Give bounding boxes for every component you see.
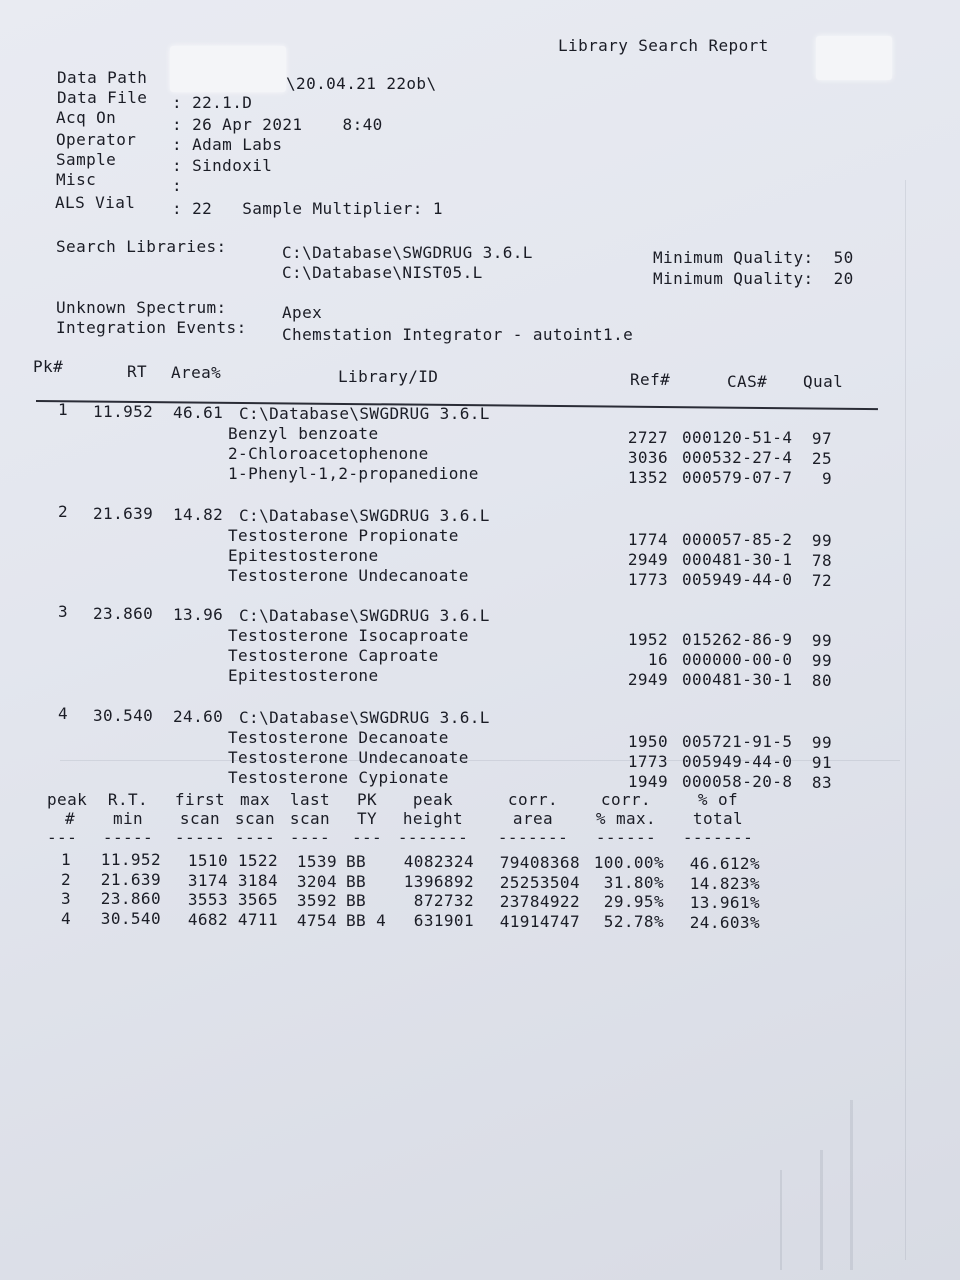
als-vial-label: ALS Vial xyxy=(55,193,136,212)
hit-qual: 25 xyxy=(811,449,832,468)
table-cell: 3184 xyxy=(237,871,278,890)
hit-qual: 99 xyxy=(811,733,832,752)
integration-events-label: Integration Events: xyxy=(56,318,247,337)
hit-qual: 99 xyxy=(811,531,832,550)
table-separator: ---- xyxy=(234,828,276,847)
table-row-peak: 1 xyxy=(61,850,72,869)
hit-ref: 16 xyxy=(647,650,668,669)
data-path-label: Data Path xyxy=(57,68,148,87)
hit-cas: 005721-91-5 xyxy=(682,732,793,751)
table-cell: 25253504 xyxy=(499,873,580,892)
table-cell: 4754 xyxy=(296,911,337,930)
table-cell: 29.95% xyxy=(603,892,664,911)
table-cell: BB xyxy=(346,891,367,910)
hit-name: 2-Chloroacetophenone xyxy=(228,444,429,463)
table-cell: 13.961% xyxy=(689,893,760,912)
peak-rt: 30.540 xyxy=(93,706,154,725)
table-header-cell: scan xyxy=(289,809,331,828)
table-cell: 3565 xyxy=(237,890,278,909)
hit-name: Testosterone Undecanoate xyxy=(228,566,469,585)
table-header-cell: max xyxy=(239,790,271,809)
hit-cas: 000481-30-1 xyxy=(682,550,793,569)
hit-ref: 1774 xyxy=(627,530,668,549)
hit-qual: 78 xyxy=(811,551,832,570)
hit-qual: 99 xyxy=(811,631,832,650)
peak-rt: 23.860 xyxy=(93,604,154,623)
hit-cas: 000481-30-1 xyxy=(682,670,793,689)
hit-name: Testosterone Isocaproate xyxy=(228,626,469,645)
misc-value: : xyxy=(172,176,183,195)
table-separator: --- xyxy=(47,828,78,847)
table-header-cell: TY xyxy=(356,809,378,828)
col-ref: Ref# xyxy=(630,370,671,389)
hit-cas: 000057-85-2 xyxy=(682,530,793,549)
sample-label: Sample xyxy=(56,150,117,169)
acq-on-value: : 26 Apr 2021 8:40 xyxy=(172,115,383,134)
hit-qual: 80 xyxy=(811,671,832,690)
table-separator: --- xyxy=(351,828,383,847)
hit-ref: 3036 xyxy=(627,448,668,467)
hit-name: Testosterone Caproate xyxy=(228,646,439,665)
table-cell: 31.80% xyxy=(603,873,664,892)
hit-cas: 005949-44-0 xyxy=(682,570,793,589)
library-path-2: C:\Database\NIST05.L xyxy=(282,263,483,282)
table-cell: 3174 xyxy=(187,871,228,890)
hit-name: Testosterone Decanoate xyxy=(228,728,449,747)
integration-events-value: Chemstation Integrator - autoint1.e xyxy=(282,325,634,344)
als-vial-value: : 22 Sample Multiplier: 1 xyxy=(172,199,443,218)
search-libraries-label: Search Libraries: xyxy=(56,237,227,256)
table-header-cell: peak xyxy=(412,790,454,809)
acq-on-label: Acq On xyxy=(56,108,117,127)
data-path-value: \20.04.21 22ob\ xyxy=(286,74,437,93)
peak-area: 46.61 xyxy=(173,403,224,422)
table-header-cell: PK xyxy=(356,790,378,809)
table-row-peak: 4 xyxy=(61,909,72,928)
table-cell: 100.00% xyxy=(593,853,664,872)
table-header-cell: last xyxy=(289,790,331,809)
hit-cas: 000120-51-4 xyxy=(682,428,793,447)
table-cell: 4711 xyxy=(237,910,278,929)
table-header-cell: height xyxy=(402,809,464,828)
table-cell: 4082324 xyxy=(403,852,474,871)
hit-ref: 1949 xyxy=(627,772,668,791)
table-header-cell: # xyxy=(64,809,76,828)
peak-library: C:\Database\SWGDRUG 3.6.L xyxy=(239,708,490,727)
table-cell: 1510 xyxy=(187,851,228,870)
table-cell: 23.860 xyxy=(100,889,161,908)
table-cell: 3553 xyxy=(187,890,228,909)
hit-qual: 99 xyxy=(811,651,832,670)
table-header-cell: scan xyxy=(234,809,276,828)
col-cas: CAS# xyxy=(727,372,768,391)
table-cell: BB 4 xyxy=(346,911,387,930)
table-separator: ----- xyxy=(102,828,154,847)
table-header-cell: total xyxy=(692,809,744,828)
hit-cas: 005949-44-0 xyxy=(682,752,793,771)
minimum-quality-1: Minimum Quality: 50 xyxy=(653,248,854,267)
unknown-spectrum-value: Apex xyxy=(282,303,323,322)
hit-name: Benzyl benzoate xyxy=(228,424,379,443)
hit-ref: 1352 xyxy=(627,468,668,487)
hit-name: Epitestosterone xyxy=(228,666,379,685)
report-title: Library Search Report xyxy=(558,36,769,55)
table-cell: 52.78% xyxy=(603,912,664,931)
minimum-quality-2: Minimum Quality: 20 xyxy=(653,269,854,288)
table-header-cell: peak xyxy=(47,790,88,809)
col-qual: Qual xyxy=(803,372,844,391)
data-file-value: : 22.1.D xyxy=(172,93,253,112)
table-separator: ------- xyxy=(682,828,754,847)
table-cell: 11.952 xyxy=(100,850,161,869)
hit-ref: 2949 xyxy=(627,670,668,689)
peak-rt: 21.639 xyxy=(93,504,154,523)
table-header-cell: area xyxy=(512,809,554,828)
table-header-cell: R.T. xyxy=(107,790,149,809)
table-header-cell: min xyxy=(112,809,144,828)
operator-value: : Adam Labs xyxy=(172,135,283,154)
table-separator: ------ xyxy=(595,828,657,847)
table-cell: 4682 xyxy=(187,910,228,929)
table-row-peak: 3 xyxy=(61,889,72,908)
peak-area: 13.96 xyxy=(173,605,224,624)
table-cell: 79408368 xyxy=(499,853,580,872)
hit-cas: 000532-27-4 xyxy=(682,448,793,467)
hit-name: Testosterone Cypionate xyxy=(228,768,449,787)
operator-label: Operator xyxy=(56,130,137,149)
hit-name: Testosterone Undecanoate xyxy=(228,748,469,767)
peak-library: C:\Database\SWGDRUG 3.6.L xyxy=(239,606,490,625)
table-cell: 1396892 xyxy=(403,872,474,891)
hit-qual: 91 xyxy=(811,753,832,772)
table-cell: 631901 xyxy=(413,911,474,930)
peak-library: C:\Database\SWGDRUG 3.6.L xyxy=(239,506,490,525)
redacted-path xyxy=(170,46,286,92)
table-cell: BB xyxy=(346,852,367,871)
hit-qual: 72 xyxy=(811,571,832,590)
hit-ref: 1773 xyxy=(627,570,668,589)
peak-area: 14.82 xyxy=(173,505,224,524)
peak-library: C:\Database\SWGDRUG 3.6.L xyxy=(239,404,490,423)
table-header-cell: % max. xyxy=(595,809,657,828)
hit-cas: 000058-20-8 xyxy=(682,772,793,791)
col-pk: Pk# xyxy=(33,357,64,376)
peak-number: 4 xyxy=(58,704,69,723)
col-rt: RT xyxy=(127,362,148,381)
table-cell: 21.639 xyxy=(100,870,161,889)
table-header-cell: scan xyxy=(179,809,221,828)
hit-qual: 83 xyxy=(811,773,832,792)
table-cell: 14.823% xyxy=(689,874,760,893)
sample-value: : Sindoxil xyxy=(172,156,273,175)
peak-number: 2 xyxy=(58,502,69,521)
table-separator: ---- xyxy=(289,828,331,847)
peak-number: 1 xyxy=(58,400,69,419)
table-cell: 872732 xyxy=(413,891,474,910)
hit-qual: 97 xyxy=(811,429,832,448)
hit-ref: 1773 xyxy=(627,752,668,771)
peak-rt: 11.952 xyxy=(93,402,154,421)
peak-area: 24.60 xyxy=(173,707,224,726)
peak-number: 3 xyxy=(58,602,69,621)
table-cell: 41914747 xyxy=(499,912,580,931)
col-library-id: Library/ID xyxy=(338,367,439,386)
table-cell: BB xyxy=(346,872,367,891)
hit-cas: 015262-86-9 xyxy=(682,630,793,649)
hit-ref: 2727 xyxy=(627,428,668,447)
hit-name: Testosterone Propionate xyxy=(228,526,459,545)
table-cell: 24.603% xyxy=(689,913,760,932)
redacted-stamp xyxy=(816,36,892,80)
table-cell: 1539 xyxy=(296,852,337,871)
table-header-cell: corr. xyxy=(600,790,652,809)
hit-qual: 9 xyxy=(821,469,832,488)
hit-name: Epitestosterone xyxy=(228,546,379,565)
misc-label: Misc xyxy=(56,170,97,189)
table-separator: ----- xyxy=(174,828,226,847)
table-header-cell: corr. xyxy=(507,790,559,809)
col-area: Area% xyxy=(171,363,222,382)
table-row-peak: 2 xyxy=(61,870,72,889)
hit-cas: 000579-07-7 xyxy=(682,468,793,487)
table-cell: 46.612% xyxy=(689,854,760,873)
table-cell: 3204 xyxy=(296,872,337,891)
hit-ref: 2949 xyxy=(627,550,668,569)
table-separator: ------- xyxy=(397,828,469,847)
library-path-1: C:\Database\SWGDRUG 3.6.L xyxy=(282,243,533,262)
hit-ref: 1952 xyxy=(627,630,668,649)
table-header-cell: % of xyxy=(697,790,739,809)
table-separator: ------- xyxy=(497,828,569,847)
unknown-spectrum-label: Unknown Spectrum: xyxy=(56,298,227,317)
hit-ref: 1950 xyxy=(627,732,668,751)
table-cell: 3592 xyxy=(296,891,337,910)
hit-cas: 000000-00-0 xyxy=(682,650,793,669)
hit-name: 1-Phenyl-1,2-propanedione xyxy=(228,464,479,483)
data-file-label: Data File xyxy=(57,88,148,107)
table-cell: 1522 xyxy=(237,851,278,870)
table-header-cell: first xyxy=(174,790,226,809)
table-cell: 30.540 xyxy=(100,909,161,928)
table-cell: 23784922 xyxy=(499,892,580,911)
